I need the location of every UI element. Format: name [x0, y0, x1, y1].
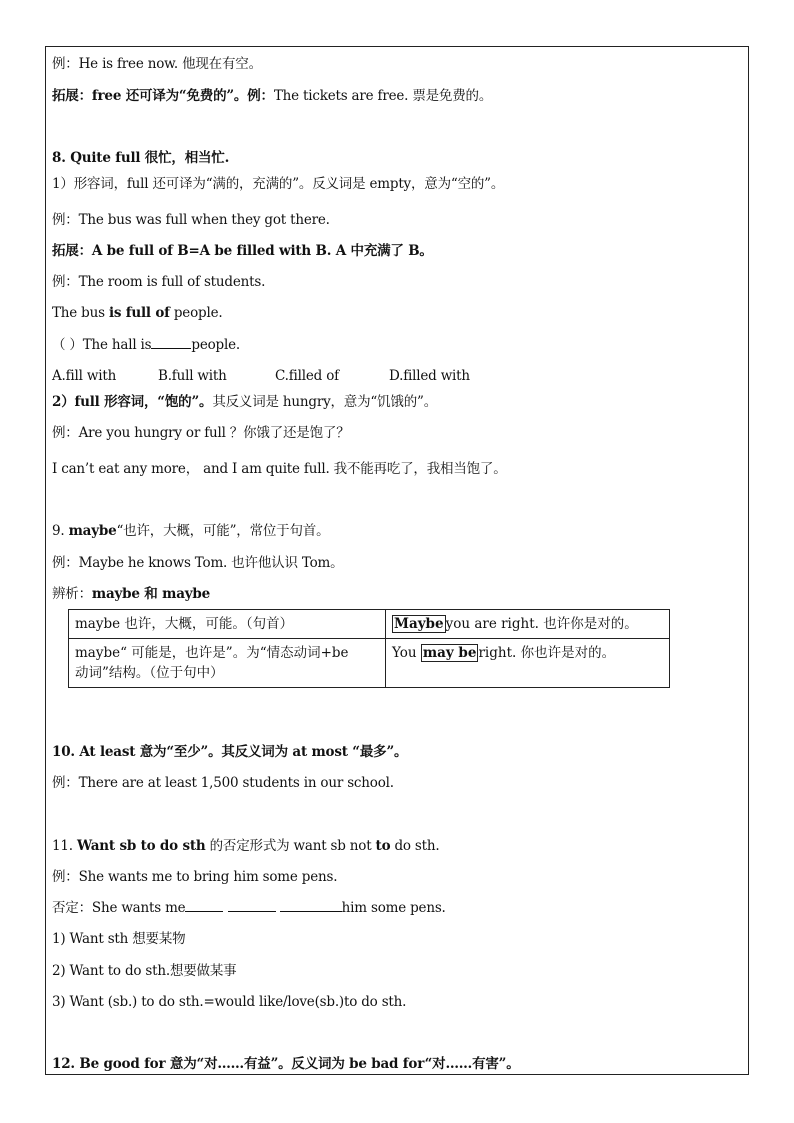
extension-free: 拓展：free 还可译为“免费的”。例：The tickets are free. 票是免费的。	[52, 88, 493, 104]
heading-10: 10. At least 意为“至少”。其反义词为 at most “最多”。	[52, 744, 408, 760]
example-free-now: 例：He is free now. 他现在有空。	[52, 56, 262, 72]
table-row	[69, 610, 670, 639]
boxed-word: Maybe	[394, 616, 444, 632]
answer-blank	[151, 336, 191, 349]
extension-8: 拓展：A be full of B=A be filled with B. A 中充满了 B。	[52, 243, 433, 259]
table-cell: You may be right. 你也许是对的。	[386, 639, 670, 688]
heading-9: 9. maybe“也许，大概，可能”，常位于句首。	[52, 523, 330, 539]
example-9-1: 例：Maybe he knows Tom. 也许他认识 Tom。	[52, 555, 344, 571]
heading-8: 8. Quite full 很忙，相当忙.	[52, 150, 230, 166]
table-row	[69, 639, 670, 688]
point-8-1: 1）形容词，full 还可译为“满的，充满的”。反义词是 empty，意为“空的”。	[52, 176, 505, 192]
option-a: A.fill with	[52, 368, 117, 384]
item-11-1: 1) Want sth 想要某物	[52, 931, 186, 947]
heading-11: 11. Want sb to do sth 的否定形式为 want sb not to do sth.	[52, 838, 440, 854]
table-cell: maybe 也许，大概，可能。（句首）	[69, 610, 386, 639]
example-10: 例：There are at least 1,500 students in our school.	[52, 775, 394, 791]
option-d: D.filled with	[389, 368, 470, 384]
question-8: （ ）The hall is people.	[52, 337, 240, 353]
answer-blank	[280, 899, 342, 912]
negative-11: 否定：She wants me him some pens.	[52, 900, 446, 916]
item-11-2: 2) Want to do sth.想要做某事	[52, 963, 237, 979]
heading-12: 12. Be good for 意为“对……有益”。反义词为 be bad for“对……有害”。	[52, 1056, 520, 1072]
point-8-2: 2）full 形容词，“饱的”。其反义词是 hungry，意为“饥饿的”。	[52, 394, 438, 410]
table-cell: Maybe you are right. 也许你是对的。	[386, 610, 670, 639]
option-b: B.full with	[158, 368, 227, 384]
example-8-2: 例：The room is full of students.	[52, 274, 266, 290]
example-8-4: 例：Are you hungry or full ？你饿了还是饱了？	[52, 425, 350, 441]
option-c: C.filled of	[275, 368, 339, 384]
example-8-5: I can’t eat any more， and I am quite full. 我不能再吃了，我相当饱了。	[52, 461, 507, 477]
comparison-table	[68, 609, 670, 688]
answer-blank	[228, 899, 276, 912]
table-cell: maybe“ 可能是，也许是”。为“情态动词+be 动词”结构。（位于句中）	[69, 639, 386, 688]
answer-blank	[185, 899, 223, 912]
heading-9-diff: 辨析：maybe 和 maybe	[52, 586, 211, 602]
example-8-1: 例：The bus was full when they got there.	[52, 212, 330, 228]
boxed-word: may be	[422, 645, 477, 661]
example-11: 例：She wants me to bring him some pens.	[52, 869, 338, 885]
options-8	[52, 367, 470, 385]
item-11-3: 3) Want (sb.) to do sth.=would like/love(sb.)to do sth.	[52, 994, 407, 1010]
example-8-3: The bus is full of people.	[52, 305, 223, 321]
